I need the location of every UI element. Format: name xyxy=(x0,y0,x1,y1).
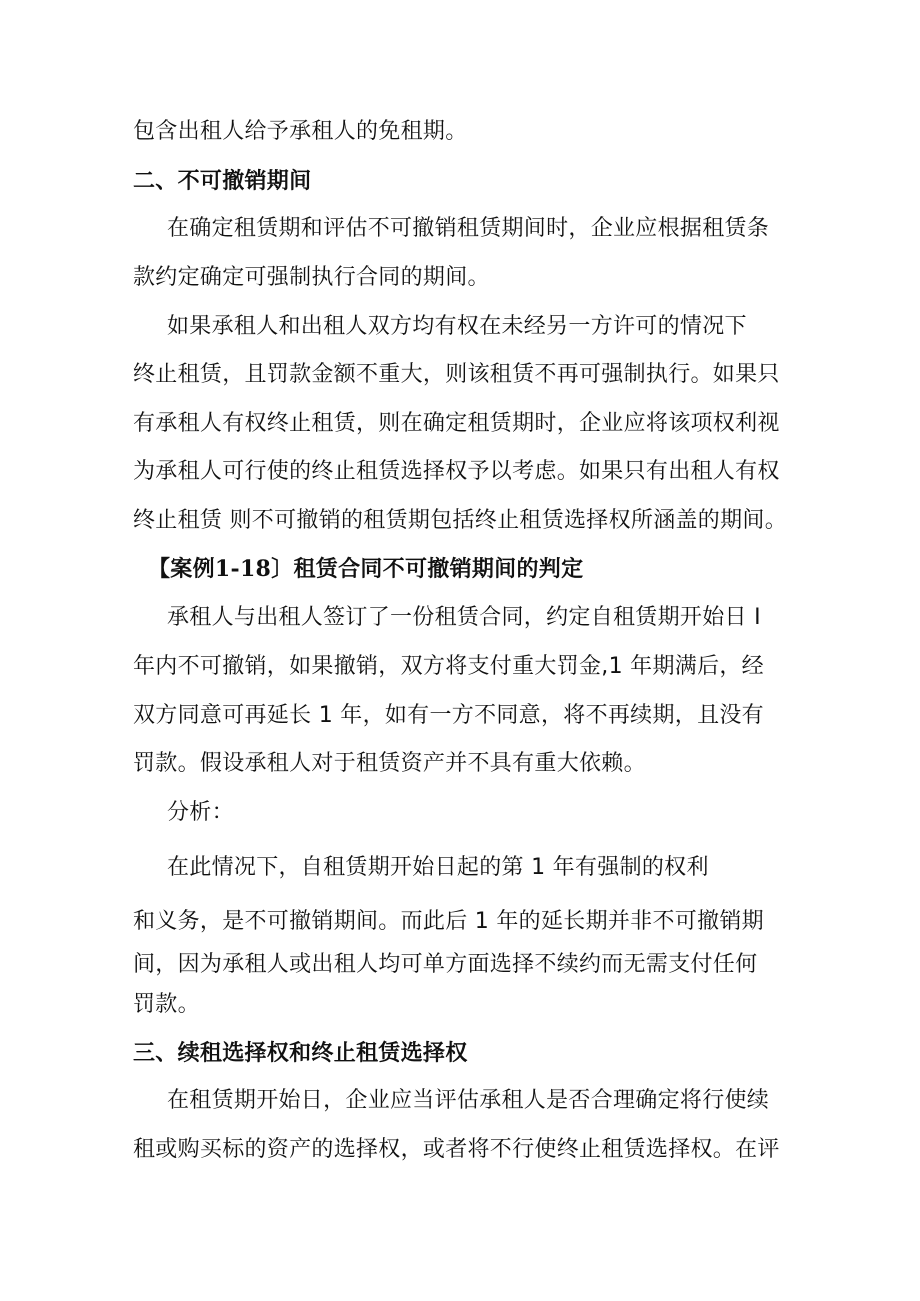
paragraph-line: 如果承租人和出租人双方均有权在未经另一方许可的情况下 xyxy=(167,314,747,339)
paragraph-line: 为承租人可行使的终止租赁选择权予以考虑。如果只有出租人有权 xyxy=(133,459,780,484)
paragraph-line: 在租赁期开始日，企业应当评估承租人是否合理确定将行使续 xyxy=(167,1088,770,1113)
paragraph-line: 双方同意可再延长 1 年，如有一方不同意，将不再续期，且没有 xyxy=(133,703,764,728)
paragraph-line: 款约定确定可强制执行合同的期间。 xyxy=(133,265,490,290)
case-heading-open: 【案例 xyxy=(148,557,215,582)
case-heading xyxy=(148,554,583,585)
section-heading-3: 三、续租选择权和终止租赁选择权 xyxy=(133,1041,468,1066)
case-heading-title: 租赁合同不可撤销期间的判定 xyxy=(293,557,584,582)
analysis-label: 分析： xyxy=(167,800,234,825)
paragraph-line: 在此情况下，自租赁期开始日起的第 1 年有强制的权利 xyxy=(167,855,709,880)
paragraph-line: 包含出租人给予承租人的免租期。 xyxy=(133,119,468,144)
paragraph-line: 在确定租赁期和评估不可撤销租赁期间时，企业应根据租赁条 xyxy=(167,216,770,241)
paragraph-line: 终止租赁，且罚款金额不重大，则该租赁不再可强制执行。如果只 xyxy=(133,362,780,387)
case-heading-number: 1-18 xyxy=(214,556,272,582)
paragraph-line: 罚款。 xyxy=(133,992,200,1017)
paragraph-line: 有承租人有权终止租赁，则在确定租赁期时，企业应将该项权利视 xyxy=(133,411,780,436)
paragraph-line: 年内不可撤销，如果撤销，双方将支付重大罚金,1 年期满后，经 xyxy=(133,654,764,679)
paragraph-line: 租或购买标的资产的选择权，或者将不行使终止租赁选择权。在评 xyxy=(133,1137,780,1162)
case-heading-close: 〕 xyxy=(271,557,294,582)
paragraph-line: 罚款。假设承租人对于租赁资产并不具有重大依赖。 xyxy=(133,751,646,776)
section-heading-2: 二、不可撤销期间 xyxy=(133,169,312,194)
paragraph-line: 和义务，是不可撤销期间。而此后 1 年的延长期并非不可撤销期 xyxy=(133,909,764,934)
paragraph-line: 承租人与出租人签订了一份租赁合同，约定自租赁期开始日 I xyxy=(167,605,761,630)
paragraph-line: 终止租赁 则不可撤销的租赁期包括终止租赁选择权所涵盖的期间。 xyxy=(133,508,787,533)
paragraph-line: 间，因为承租人或出租人均可单方面选择不续约而无需支付任何 xyxy=(133,952,758,977)
